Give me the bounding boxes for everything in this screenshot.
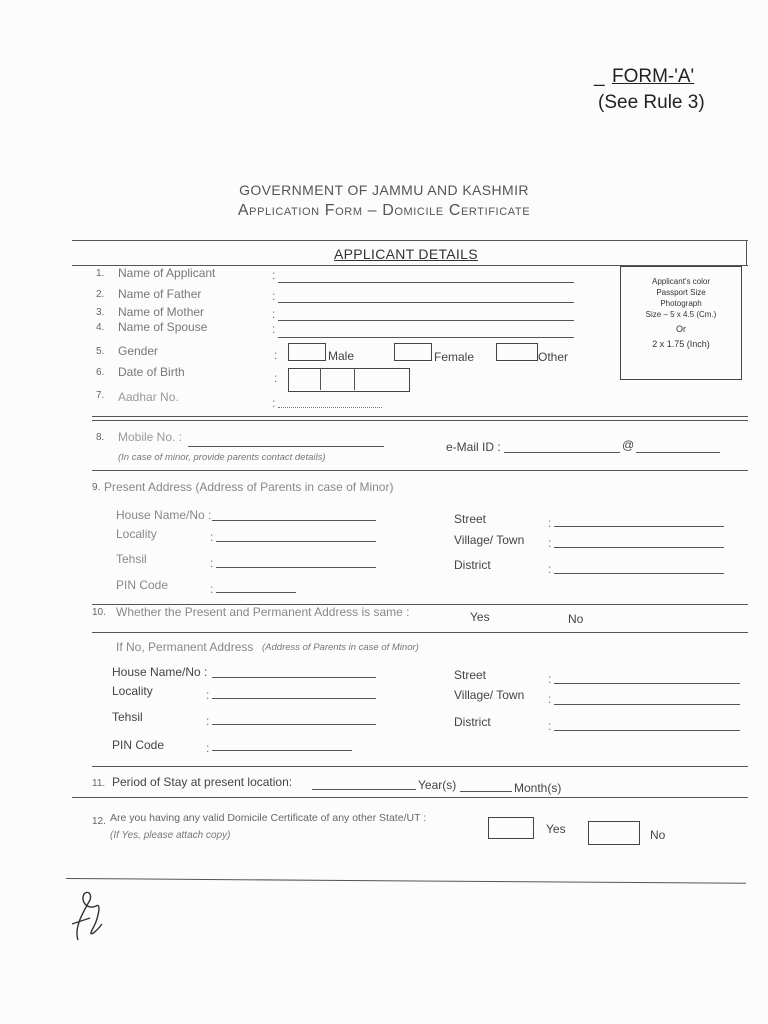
- perm-village-label: Village/ Town: [454, 688, 525, 702]
- signature-mark: [68, 880, 116, 950]
- photo-line-2: Passport Size: [656, 288, 706, 297]
- present-district-colon: :: [548, 562, 552, 576]
- present-tehsil-field[interactable]: [216, 567, 376, 568]
- perm-house-field[interactable]: [212, 677, 376, 678]
- perm-tehsil-colon: :: [206, 714, 210, 728]
- perm-village-colon: :: [548, 692, 552, 706]
- field-7-colon: :: [272, 396, 276, 410]
- divider-after-7: [92, 416, 748, 417]
- field-3-number: 3.: [96, 307, 105, 318]
- other-domicile-no-checkbox[interactable]: [588, 821, 640, 845]
- government-heading: GOVERNMENT OF JAMMU AND KASHMIR: [239, 182, 529, 198]
- field-2-number: 2.: [96, 289, 105, 300]
- stay-years-field[interactable]: [312, 789, 416, 790]
- present-district-field[interactable]: [554, 573, 724, 574]
- aadhar-field[interactable]: [278, 407, 382, 408]
- field-3-colon: :: [272, 307, 276, 321]
- other-domicile-yes-checkbox[interactable]: [488, 817, 534, 839]
- field-6-colon: :: [274, 371, 278, 385]
- present-locality-label: Locality: [116, 527, 157, 541]
- gender-female-checkbox[interactable]: [394, 343, 432, 361]
- field-5-number: 5.: [96, 346, 105, 357]
- divider-before-11: [92, 766, 748, 767]
- form-code: FORM-'A': [612, 66, 695, 87]
- right-border-line: [746, 240, 747, 266]
- present-pin-field[interactable]: [216, 592, 296, 593]
- present-district-label: District: [454, 558, 491, 572]
- permanent-address-note: (Address of Parents in case of Minor): [262, 642, 419, 653]
- spouse-name-field[interactable]: [278, 337, 574, 338]
- email-at-sign: @: [622, 438, 635, 452]
- present-tehsil-colon: :: [210, 556, 214, 570]
- perm-pin-label: PIN Code: [112, 738, 165, 752]
- perm-pin-colon: :: [206, 741, 210, 755]
- email-domain-field[interactable]: [636, 452, 720, 453]
- field-11-number: 11.: [92, 778, 106, 789]
- field-9-number: 9.: [92, 482, 101, 493]
- perm-locality-field[interactable]: [212, 698, 376, 699]
- present-village-label: Village/ Town: [454, 533, 525, 547]
- field-2-colon: :: [272, 289, 276, 303]
- field-3-label: Name of Mother: [118, 305, 205, 319]
- present-tehsil-label: Tehsil: [116, 552, 147, 566]
- field-9-label: Present Address (Address of Parents in case of Minor): [104, 480, 394, 494]
- field-7-label: Aadhar No.: [118, 390, 179, 404]
- perm-village-field[interactable]: [554, 704, 740, 705]
- field-4-colon: :: [272, 322, 276, 336]
- dob-divider-1: [320, 368, 321, 390]
- present-pin-colon: :: [210, 582, 214, 596]
- field-12-note: (If Yes, please attach copy): [110, 830, 231, 841]
- field-8-number: 8.: [96, 432, 105, 443]
- same-address-yes[interactable]: Yes: [470, 610, 490, 624]
- stay-years-label: Year(s): [418, 778, 457, 792]
- field-12-number: 12.: [92, 816, 106, 827]
- present-street-label: Street: [454, 512, 487, 526]
- field-6-number: 6.: [96, 367, 105, 378]
- field-1-label: Name of Applicant: [118, 266, 216, 280]
- present-village-field[interactable]: [554, 547, 724, 548]
- field-8-note: (In case of minor, provide parents contact details): [118, 452, 326, 463]
- perm-tehsil-field[interactable]: [212, 724, 376, 725]
- perm-house-label: House Name/No :: [112, 665, 208, 679]
- see-rule: (See Rule 3): [598, 92, 705, 113]
- field-10-label: Whether the Present and Permanent Address is same :: [116, 605, 410, 619]
- stay-months-field[interactable]: [460, 791, 512, 792]
- photo-line-4: Size – 5 x 4.5 (Cm.): [645, 310, 717, 319]
- divider-after-10: [92, 632, 748, 633]
- field-6-label: Date of Birth: [118, 365, 185, 379]
- perm-locality-label: Locality: [112, 684, 153, 698]
- divider-after-11: [72, 797, 748, 798]
- email-label: e-Mail ID :: [446, 440, 501, 454]
- present-village-colon: :: [548, 536, 552, 550]
- present-locality-colon: :: [210, 530, 214, 544]
- divider-after-7b: [92, 420, 748, 421]
- gender-male-checkbox[interactable]: [288, 343, 326, 361]
- field-7-number: 7.: [96, 390, 105, 401]
- same-address-no[interactable]: No: [568, 612, 584, 626]
- gender-other-label: Other: [538, 350, 569, 364]
- photo-line-5: Or: [676, 324, 686, 334]
- perm-district-field[interactable]: [554, 730, 740, 731]
- form-title: Application Form – Domicile Certificate: [237, 202, 531, 219]
- field-11-label: Period of Stay at present location:: [112, 775, 293, 789]
- bottom-rule: [66, 878, 746, 884]
- field-5-label: Gender: [118, 344, 159, 358]
- field-5-colon: :: [274, 348, 278, 362]
- date-of-birth-field[interactable]: [288, 368, 410, 392]
- field-10-number: 10.: [92, 607, 106, 618]
- applicant-name-field[interactable]: [278, 282, 574, 283]
- top-border-line: [72, 240, 748, 241]
- field-4-label: Name of Spouse: [118, 320, 208, 334]
- divider-after-8: [92, 470, 748, 471]
- photo-line-6: 2 x 1.75 (Inch): [652, 339, 710, 349]
- other-domicile-no-label: No: [650, 828, 666, 842]
- other-domicile-yes-label: Yes: [546, 822, 566, 836]
- perm-pin-field[interactable]: [212, 750, 352, 751]
- field-2-label: Name of Father: [118, 287, 202, 301]
- photo-box[interactable]: [620, 266, 742, 380]
- section-title: APPLICANT DETAILS: [334, 246, 478, 262]
- perm-district-colon: :: [548, 719, 552, 733]
- stay-months-label: Month(s): [514, 781, 562, 795]
- perm-street-label: Street: [454, 668, 487, 682]
- gender-other-checkbox[interactable]: [496, 343, 538, 361]
- photo-line-1: Applicant's color: [652, 277, 710, 286]
- permanent-address-label: If No, Permanent Address: [116, 640, 254, 654]
- present-house-label: House Name/No :: [116, 508, 212, 522]
- father-name-field[interactable]: [278, 302, 574, 303]
- email-user-field[interactable]: [504, 452, 620, 453]
- perm-tehsil-label: Tehsil: [112, 710, 143, 724]
- present-house-field[interactable]: [212, 520, 376, 521]
- mother-name-field[interactable]: [278, 320, 574, 321]
- photo-line-3: Photograph: [660, 299, 702, 308]
- field-1-number: 1.: [96, 268, 105, 279]
- field-8-label: Mobile No. :: [118, 430, 183, 444]
- present-street-field[interactable]: [554, 526, 724, 527]
- field-12-label: Are you having any valid Domicile Certificate of any other State/UT :: [110, 812, 427, 824]
- present-pin-label: PIN Code: [116, 578, 169, 592]
- present-locality-field[interactable]: [216, 541, 376, 542]
- perm-locality-colon: :: [206, 688, 210, 702]
- field-1-colon: :: [272, 268, 276, 282]
- perm-district-label: District: [454, 715, 491, 729]
- dob-divider-2: [354, 368, 355, 390]
- perm-street-colon: :: [548, 672, 552, 686]
- gender-female-label: Female: [434, 350, 475, 364]
- mobile-field[interactable]: [188, 446, 384, 447]
- form-code-dash: _: [594, 66, 605, 87]
- gender-male-label: Male: [328, 349, 355, 363]
- field-4-number: 4.: [96, 322, 105, 333]
- present-street-colon: :: [548, 516, 552, 530]
- perm-street-field[interactable]: [554, 683, 740, 684]
